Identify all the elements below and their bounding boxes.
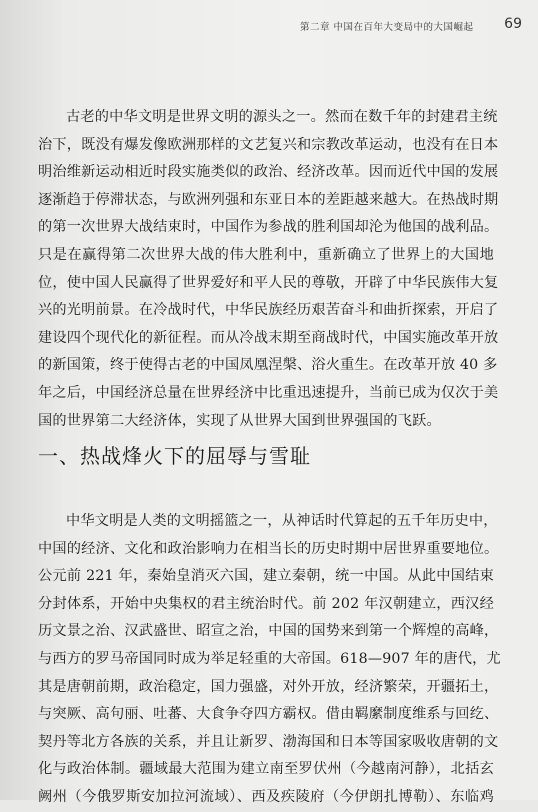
page-number: 69 xyxy=(504,16,522,32)
text-line: 国的世界第二大经济体，实现了从世界大国到世界强国的飞跃。 xyxy=(38,412,441,429)
section-heading: 一、热战烽火下的屈辱与雪耻 xyxy=(38,444,311,468)
text-line: 位，使中国人民赢得了世界爱好和平人民的尊敬，开辟了中华民族伟大复 xyxy=(38,274,499,291)
paragraph-body xyxy=(38,104,499,435)
text-line: 中国的经济、文化和政治影响力在相当长的历史时期中居世界重要地位。 xyxy=(38,540,499,557)
text-line: 的第一次世界大战结束时，中国作为参战的胜利国却沦为他国的战利品。 xyxy=(38,219,499,236)
text-line: 历文景之治、汉武盛世、昭宣之治，中国的国势来到第一个辉煌的高峰， xyxy=(38,623,499,640)
paragraph-history xyxy=(38,508,501,812)
text-line: 逐渐趋于停滞状态，与欧洲列强和东亚日本的差距越来越大。在热战时期 xyxy=(38,191,499,208)
text-line: 中华文明是人类的文明摇篮之一，从神话时代算起的五千年历史中， xyxy=(66,513,498,529)
text-line: 公元前 221 年，秦始皇消灭六国，建立秦朝，统一中国。从此中国结束 xyxy=(38,568,494,585)
paragraph-body xyxy=(38,508,501,812)
text-line: 古老的中华文明是世界文明的源头之一。然而在数千年的封建君主统 xyxy=(66,109,498,125)
text-line: 明治维新运动相近时段实施类似的政治、经济改革。因而近代中国的发展 xyxy=(38,164,499,181)
text-line: 只是在赢得第二次世界大战的伟大胜利中，重新确立了世界上的大国地 xyxy=(38,246,494,263)
text-line: 兴的光明前景。在冷战时代，中华民族经历艰苦奋斗和曲折探索，开启了 xyxy=(38,302,499,319)
running-header xyxy=(300,16,522,36)
text-line: 治下，既没有爆发像欧洲那样的文艺复兴和宗教改革运动，也没有在日本 xyxy=(38,136,499,153)
text-line: 与西方的罗马帝国同时成为举足轻重的大帝国。618—907 年的唐代，尤 xyxy=(38,650,501,667)
text-line: 建设四个现代化的新征程。而从冷战末期至商战时代，中国实施改革开放 xyxy=(38,329,499,346)
chapter-running-title: 第二章 中国在百年大变局中的大国崛起 xyxy=(300,22,474,33)
text-line: 其是唐朝前期，政治稳定，国力强盛，对外开放，经济繁荣，开疆拓土， xyxy=(38,678,499,695)
paragraph-opening xyxy=(38,104,499,435)
text-line: 与突厥、高句丽、吐蕃、大食争夺四方霸权。借由羁縻制度维系与回纥、 xyxy=(38,706,499,723)
text-line: 的新国策，终于使得古老的中国凤凰涅槃、浴火重生。在改革开放 40 多 xyxy=(38,357,498,374)
text-line: 契丹等北方各族的关系，并且让新罗、渤海国和日本等国家吸收唐朝的文 xyxy=(38,733,499,750)
text-line: 分封体系，开始中央集权的君主统治时代。前 202 年汉朝建立，西汉经 xyxy=(38,595,494,612)
text-line: 阙州（今俄罗斯安加拉河流域）、西及疾陵府（今伊朗扎博勒）、东临鸡 xyxy=(38,788,494,805)
text-line: 化与政治体制。疆域最大范围为建立南至罗伏州（今越南河静），北括玄 xyxy=(38,761,494,778)
text-line: 年之后，中国经济总量在世界经济中比重迅速提升，当前已成为仅次于美 xyxy=(38,384,499,401)
